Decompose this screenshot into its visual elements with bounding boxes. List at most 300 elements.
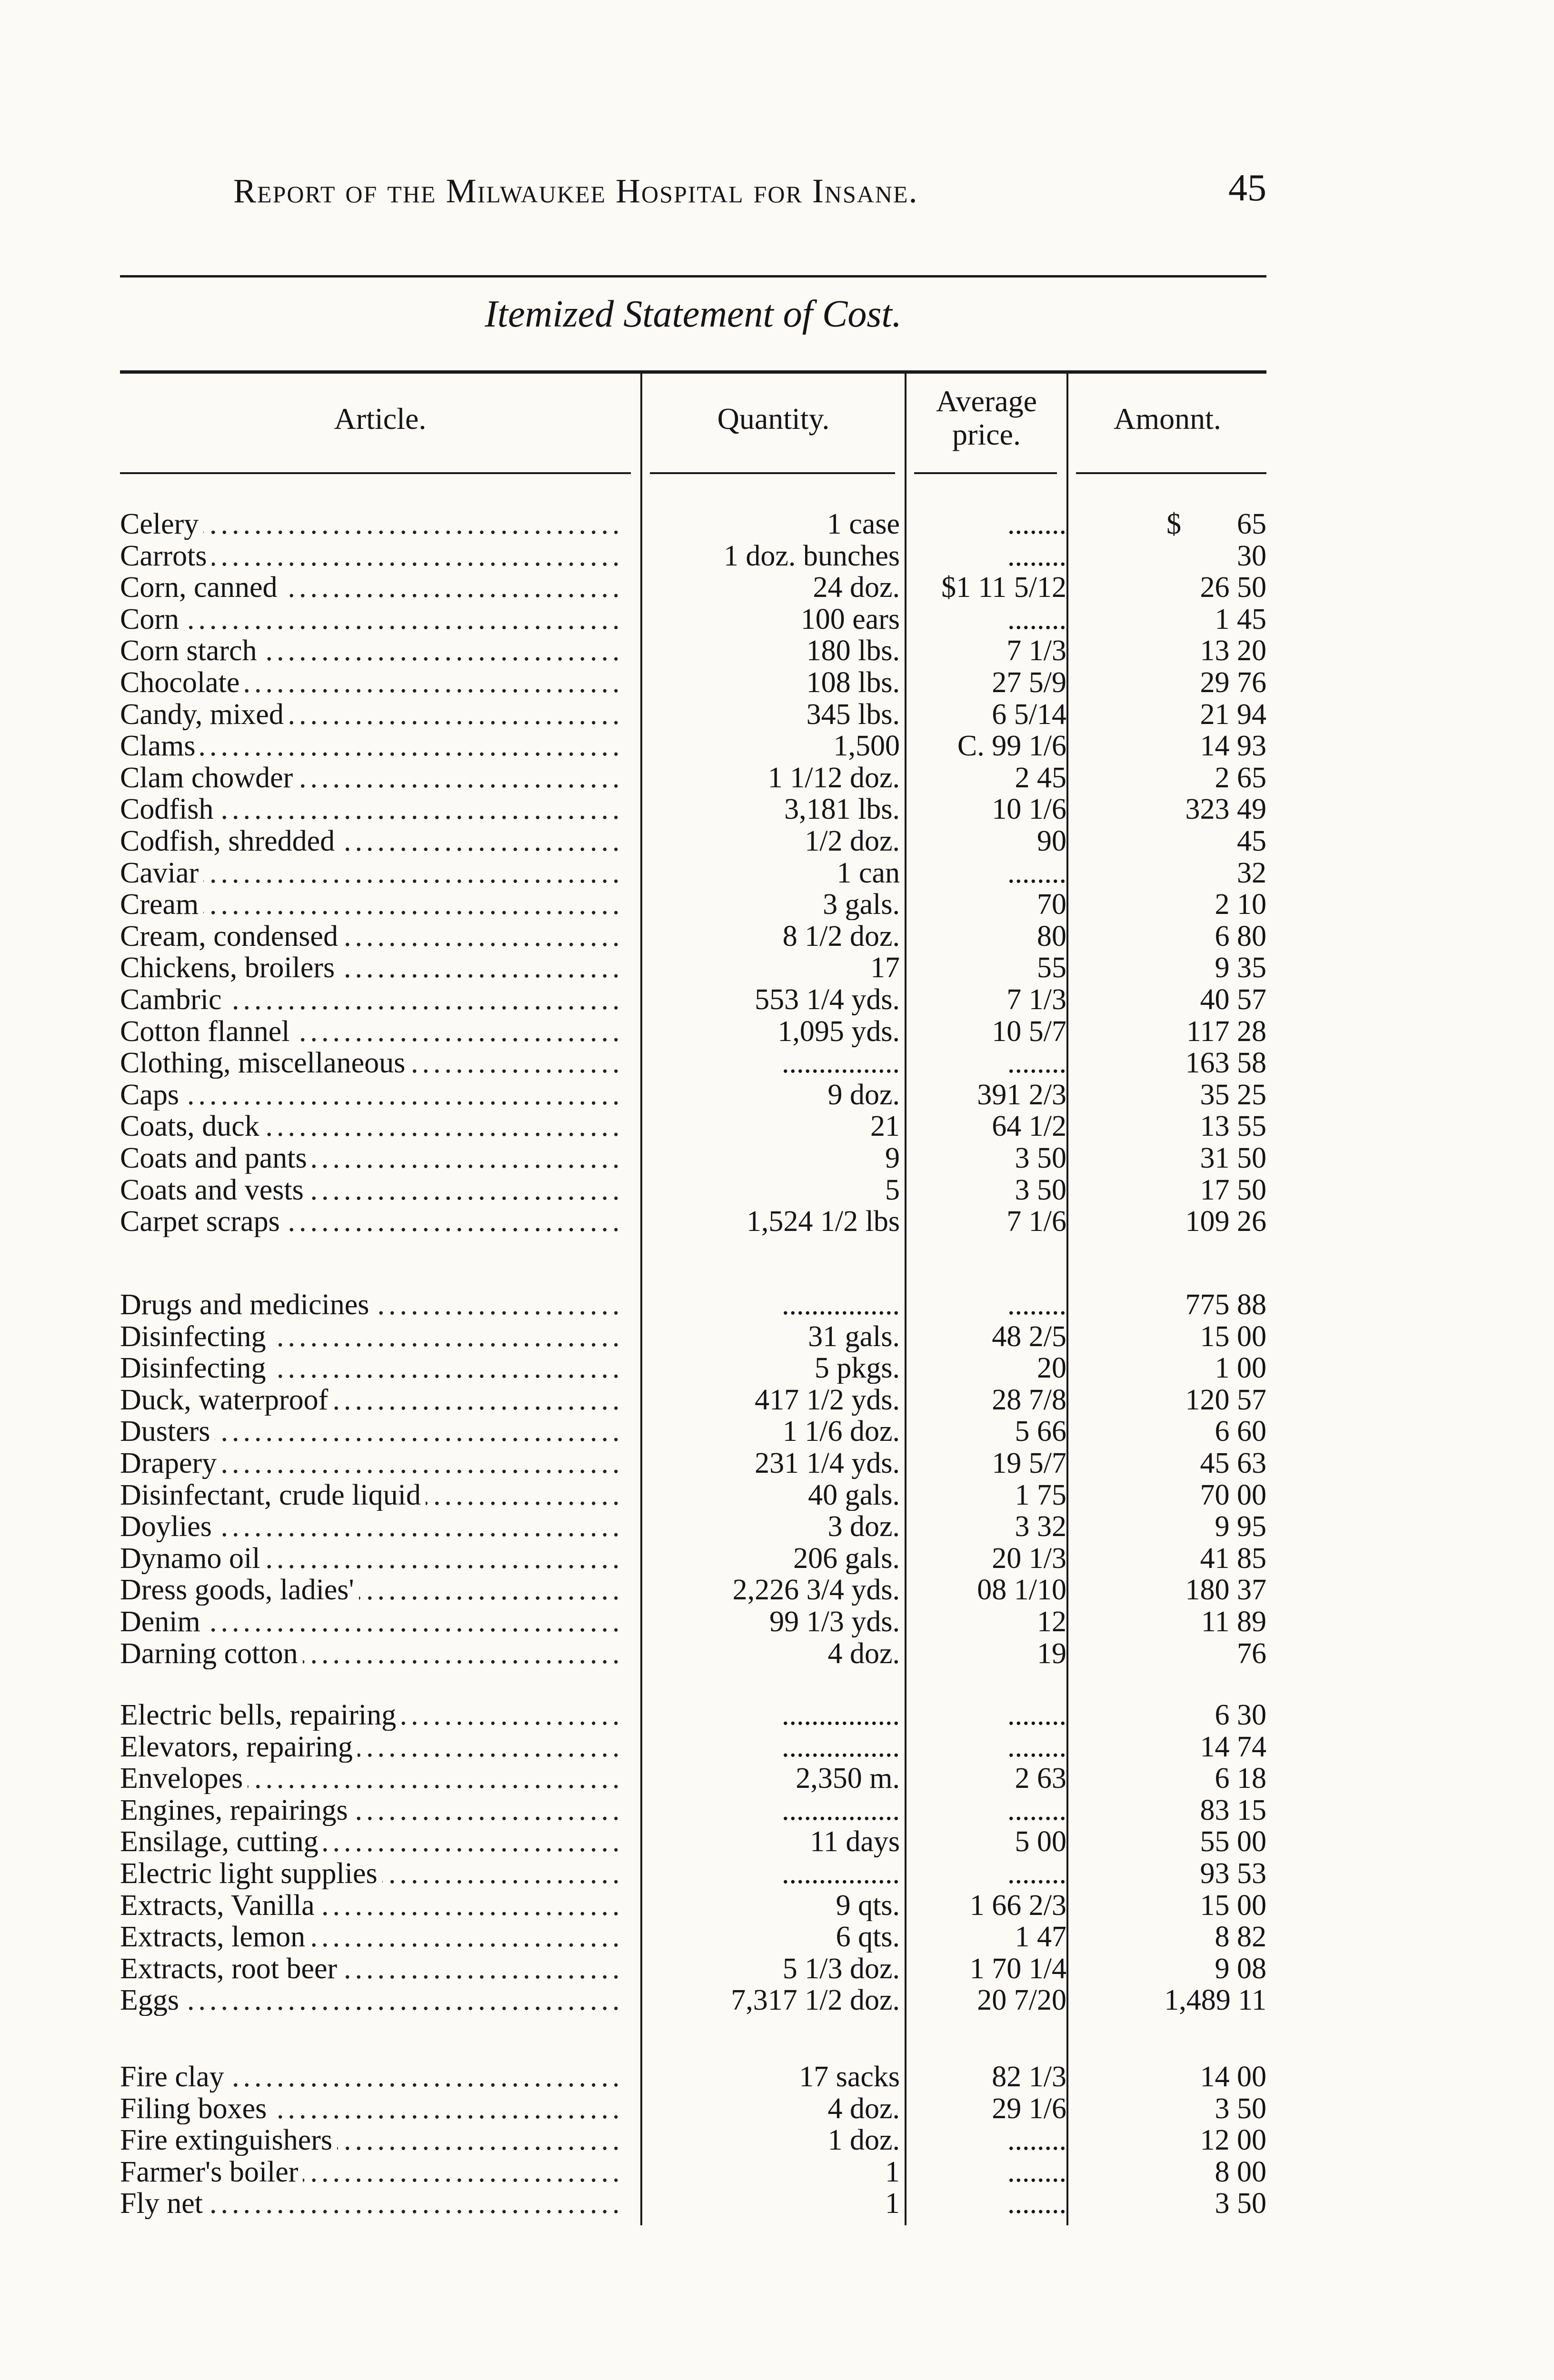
table-row — [0, 635, 1554, 666]
article-label: Celery — [120, 508, 203, 540]
amount-cell — [1078, 1511, 1266, 1542]
article-cell — [120, 1543, 625, 1574]
amount-cell — [1078, 1543, 1266, 1574]
quantity-cell: 1 doz. bunches — [723, 540, 900, 572]
average-price-cell: 5 00 — [1015, 1826, 1066, 1858]
amount-value: 6 80 — [1215, 920, 1266, 952]
average-price-cell: 3 32 — [1015, 1511, 1066, 1543]
average-price-cell: 5 66 — [1015, 1416, 1066, 1448]
amount-cell — [1078, 793, 1266, 825]
average-price-cell: 7 1/3 — [1006, 984, 1066, 1015]
amount-cell — [1078, 1763, 1266, 1794]
table-row — [0, 730, 1554, 762]
quantity-cell: 3 doz. — [827, 1511, 900, 1543]
amount-value: 6 30 — [1215, 1699, 1266, 1731]
article-cell — [120, 1890, 625, 1921]
quantity-cell: 1 — [885, 2156, 900, 2188]
amount-cell — [1078, 1321, 1266, 1352]
amount-cell — [1078, 1047, 1266, 1079]
amount-cell — [1078, 604, 1266, 635]
article-label: Coats, duck — [120, 1111, 264, 1142]
quantity-cell: 1 — [885, 2188, 900, 2220]
column-header-article: Article. — [334, 402, 427, 436]
average-price-cell: 7 1/3 — [1006, 635, 1066, 667]
average-price-cell: 7 1/6 — [1006, 1206, 1066, 1238]
table-row — [0, 857, 1554, 889]
table-row — [0, 952, 1554, 983]
article-cell — [120, 1016, 625, 1047]
table-row — [0, 2124, 1554, 2156]
quantity-cell: 100 ears — [800, 603, 900, 635]
quantity-cell: ................ — [782, 1731, 900, 1763]
article-cell — [120, 1111, 625, 1142]
article-label: Darning cotton — [120, 1638, 303, 1669]
amount-cell — [1078, 921, 1266, 952]
table-row — [0, 604, 1554, 635]
article-label: Cotton flannel — [120, 1016, 294, 1047]
amount-value: 32 — [1237, 857, 1266, 889]
amount-cell — [1078, 1016, 1266, 1047]
table-row — [0, 1448, 1554, 1479]
quantity-cell: 11 days — [810, 1826, 900, 1858]
article-label: Codfish — [120, 793, 218, 825]
amount-cell — [1078, 1574, 1266, 1606]
amount-cell — [1078, 2061, 1266, 2092]
table-row — [0, 1321, 1554, 1352]
article-cell — [120, 1699, 625, 1731]
article-label: Disinfecting — [120, 1352, 271, 1384]
article-label: Cream — [120, 889, 203, 920]
article-cell — [120, 1079, 625, 1111]
average-price-cell: ........ — [1007, 2124, 1066, 2156]
average-price-cell: 19 — [1037, 1637, 1066, 1669]
article-label: Carpet scraps — [120, 1206, 285, 1237]
article-cell — [120, 921, 625, 952]
article-cell — [120, 540, 625, 572]
article-cell — [120, 889, 625, 920]
quantity-cell: 1 doz. — [827, 2124, 900, 2156]
table-row — [0, 1142, 1554, 1174]
quantity-cell: 17 sacks — [799, 2061, 900, 2092]
article-label: Disinfecting — [120, 1321, 271, 1352]
table-row — [0, 1638, 1554, 1669]
article-label: Corn starch — [120, 635, 262, 666]
article-cell — [120, 825, 625, 857]
amount-value: 17 50 — [1200, 1174, 1266, 1206]
table-row — [0, 1174, 1554, 1206]
amount-cell — [1078, 1984, 1266, 2016]
quantity-cell: 8 1/2 doz. — [782, 920, 900, 952]
amount-value: 13 55 — [1200, 1111, 1266, 1142]
table-row — [0, 1795, 1554, 1826]
article-label: Fire extinguishers — [120, 2124, 337, 2156]
amount-cell — [1078, 1079, 1266, 1111]
article-label: Coats and vests — [120, 1174, 309, 1206]
article-cell — [120, 762, 625, 793]
article-label: Eggs — [120, 1984, 184, 2016]
average-price-cell: ........ — [1007, 1858, 1066, 1889]
article-cell — [120, 1448, 625, 1479]
article-cell — [120, 572, 625, 603]
amount-value: 1 45 — [1215, 603, 1266, 635]
amount-cell — [1078, 572, 1266, 603]
amount-value: 9 08 — [1215, 1953, 1266, 1984]
article-label: Drapery — [120, 1448, 221, 1479]
article-label: Dynamo oil — [120, 1543, 265, 1574]
article-cell — [120, 1574, 625, 1606]
table-row — [0, 1479, 1554, 1511]
average-price-cell: 3 50 — [1015, 1174, 1066, 1206]
table-caption: Itemized Statement of Cost. — [485, 293, 902, 335]
amount-cell — [1078, 857, 1266, 889]
amount-cell — [1078, 1953, 1266, 1984]
table-row — [0, 1984, 1554, 2016]
average-price-cell: ........ — [1007, 603, 1066, 635]
amount-cell — [1078, 667, 1266, 698]
article-label: Caps — [120, 1079, 184, 1111]
article-label: Elevators, repairing — [120, 1731, 358, 1763]
amount-value: 3 50 — [1215, 2092, 1266, 2124]
average-price-cell: 6 5/14 — [992, 698, 1066, 730]
article-label: Corn — [120, 604, 184, 635]
table-row — [0, 1352, 1554, 1384]
average-price-cell: ........ — [1007, 1731, 1066, 1763]
quantity-cell: 1 1/6 doz. — [782, 1416, 900, 1448]
amount-value: 2 65 — [1215, 762, 1266, 793]
amount-cell — [1078, 1795, 1266, 1826]
currency-symbol: $ — [1166, 508, 1181, 540]
amount-value: 14 00 — [1200, 2061, 1266, 2092]
average-price-cell: 80 — [1037, 920, 1066, 952]
average-price-cell: $1 11 5/12 — [941, 572, 1066, 604]
amount-cell — [1078, 2188, 1266, 2219]
amount-value: 8 00 — [1215, 2156, 1266, 2188]
quantity-cell: 4 doz. — [827, 1637, 900, 1669]
article-label: Electric light supplies — [120, 1858, 382, 1889]
article-label: Duck, waterproof — [120, 1384, 333, 1416]
amount-value: 93 53 — [1200, 1858, 1266, 1889]
article-cell — [120, 1763, 625, 1794]
article-cell — [120, 730, 625, 762]
amount-cell — [1078, 1289, 1266, 1320]
table-row — [0, 1574, 1554, 1606]
quantity-cell: 3 gals. — [823, 889, 900, 921]
amount-cell — [1078, 984, 1266, 1015]
quantity-cell: 9 qts. — [836, 1889, 900, 1921]
article-cell — [120, 1638, 625, 1669]
amount-value: 775 88 — [1185, 1289, 1266, 1320]
quantity-cell: 1 can — [837, 857, 900, 889]
article-label: Clam chowder — [120, 762, 298, 793]
average-price-cell: 1 47 — [1015, 1921, 1066, 1953]
average-price-cell: 90 — [1037, 825, 1066, 857]
article-cell — [120, 1795, 625, 1826]
article-label: Farmer's boiler — [120, 2156, 303, 2188]
quantity-cell: 345 lbs. — [806, 698, 900, 730]
amount-cell — [1078, 1448, 1266, 1479]
article-label: Caviar — [120, 857, 203, 889]
amount-cell — [1078, 1416, 1266, 1447]
amount-cell — [1078, 1890, 1266, 1921]
amount-cell — [1078, 762, 1266, 793]
quantity-cell: 1/2 doz. — [805, 825, 900, 857]
quantity-cell: 3,181 lbs. — [784, 793, 900, 825]
article-cell — [120, 2093, 625, 2124]
article-cell — [120, 1921, 625, 1953]
page-number: 45 — [1228, 167, 1266, 209]
amount-cell — [1078, 2156, 1266, 2188]
article-cell — [120, 1174, 625, 1206]
amount-value: 29 76 — [1200, 667, 1266, 698]
quantity-cell: ................ — [782, 1289, 900, 1320]
article-cell — [120, 604, 625, 635]
table-row — [0, 1047, 1554, 1079]
table-row — [0, 889, 1554, 920]
average-price-cell: ........ — [1007, 508, 1066, 540]
article-label: Fire clay — [120, 2061, 229, 2092]
average-price-cell: 2 63 — [1015, 1763, 1066, 1795]
quantity-cell: ................ — [782, 1699, 900, 1731]
table-row — [0, 1416, 1554, 1447]
quantity-cell: 231 1/4 yds. — [755, 1448, 900, 1479]
average-price-cell: 29 1/6 — [992, 2092, 1066, 2124]
quantity-cell: ................ — [782, 1047, 900, 1079]
article-label: Corn, canned — [120, 572, 282, 603]
table-row — [0, 1289, 1554, 1320]
amount-cell — [1078, 1858, 1266, 1889]
column-header-amount: Amonnt. — [1114, 402, 1221, 436]
average-price-cell: 20 — [1037, 1352, 1066, 1384]
amount-cell — [1078, 1479, 1266, 1511]
amount-cell — [1078, 1352, 1266, 1384]
table-row — [0, 1606, 1554, 1637]
quantity-cell: ................ — [782, 1794, 900, 1826]
amount-value: 117 28 — [1186, 1015, 1266, 1047]
article-label: Codfish, shredded — [120, 825, 339, 857]
column-header-quantity: Quantity. — [717, 402, 830, 436]
amount-value: 45 63 — [1200, 1448, 1266, 1479]
table-row — [0, 2188, 1554, 2219]
article-label: Cream, condensed — [120, 921, 343, 952]
average-price-cell: 20 7/20 — [977, 1984, 1066, 2016]
article-cell — [120, 1384, 625, 1416]
table-row — [0, 1511, 1554, 1542]
article-label: Engines, repairings — [120, 1795, 353, 1826]
table-row — [0, 667, 1554, 698]
amount-value: 65 — [1237, 508, 1266, 540]
amount-value: 6 18 — [1215, 1763, 1266, 1795]
average-price-cell: 64 1/2 — [992, 1111, 1066, 1142]
amount-value: 3 50 — [1215, 2188, 1266, 2220]
running-title: Report of the Milwaukee Hospital for Insane. — [233, 172, 918, 210]
quantity-cell: 5 pkgs. — [814, 1352, 900, 1384]
amount-value: 6 60 — [1215, 1416, 1266, 1448]
amount-value: 1 00 — [1215, 1352, 1266, 1384]
article-cell — [120, 1479, 625, 1511]
quantity-cell: 40 gals. — [808, 1479, 900, 1511]
article-cell — [120, 2124, 625, 2156]
amount-value: 14 74 — [1200, 1731, 1266, 1763]
table-row — [0, 1953, 1554, 1984]
table-row — [0, 1384, 1554, 1416]
average-price-cell: 12 — [1037, 1606, 1066, 1637]
article-cell — [120, 1416, 625, 1447]
amount-cell — [1078, 1826, 1266, 1857]
amount-cell — [1078, 540, 1266, 572]
table-row — [0, 762, 1554, 793]
quantity-cell: 206 gals. — [793, 1542, 900, 1574]
table-row — [0, 1890, 1554, 1921]
average-price-cell: 55 — [1037, 952, 1066, 984]
amount-value: 2 10 — [1215, 889, 1266, 921]
quantity-cell: 1 case — [827, 508, 900, 540]
average-price-cell: ........ — [1007, 1289, 1066, 1320]
column-header-average-price: Average price. — [936, 384, 1037, 451]
table-row — [0, 921, 1554, 952]
article-label: Candy, mixed — [120, 699, 289, 730]
amount-value: 1,489 11 — [1164, 1984, 1266, 2016]
quantity-cell: 4 doz. — [827, 2092, 900, 2124]
article-label: Carrots — [120, 540, 212, 572]
article-cell — [120, 635, 625, 666]
article-cell — [120, 1606, 625, 1637]
amount-value: 40 57 — [1200, 984, 1266, 1015]
amount-cell — [1078, 730, 1266, 762]
article-label: Doylies — [120, 1511, 217, 1542]
article-label: Dress goods, ladies' — [120, 1574, 359, 1606]
table-row — [0, 1206, 1554, 1237]
article-label: Cambric — [120, 984, 227, 1015]
average-price-cell: C. 99 1/6 — [957, 730, 1066, 762]
amount-cell — [1078, 825, 1266, 857]
average-price-cell: 1 70 1/4 — [969, 1953, 1066, 1984]
amount-value: 83 15 — [1200, 1794, 1266, 1826]
article-label: Fly net — [120, 2188, 208, 2219]
article-label: Drugs and medicines — [120, 1289, 374, 1320]
article-cell — [120, 1321, 625, 1352]
amount-cell — [1078, 1142, 1266, 1174]
table-row — [0, 2061, 1554, 2092]
average-price-cell: 1 75 — [1015, 1479, 1066, 1511]
average-price-cell: 19 5/7 — [992, 1448, 1066, 1479]
table-row — [0, 1826, 1554, 1857]
article-cell — [120, 1206, 625, 1237]
quantity-cell: 9 — [885, 1142, 900, 1174]
average-price-cell: 10 5/7 — [992, 1015, 1066, 1047]
average-price-cell: ........ — [1007, 1794, 1066, 1826]
amount-cell — [1078, 1731, 1266, 1763]
article-cell — [120, 952, 625, 983]
amount-value: 45 — [1237, 825, 1266, 857]
quantity-cell: 6 qts. — [836, 1921, 900, 1953]
quantity-cell: 21 — [870, 1111, 900, 1142]
average-price-cell: 28 7/8 — [992, 1384, 1066, 1416]
article-cell — [120, 1511, 625, 1542]
table-row — [0, 699, 1554, 730]
quantity-cell: 7,317 1/2 doz. — [731, 1984, 900, 2016]
table-top-rule — [120, 370, 1266, 374]
amount-cell — [1078, 1699, 1266, 1731]
amount-value: 55 00 — [1200, 1826, 1266, 1858]
amount-value: 14 93 — [1200, 730, 1266, 762]
table-row — [0, 1699, 1554, 1731]
quantity-cell: 1,500 — [833, 730, 900, 762]
table-row — [0, 572, 1554, 603]
quantity-cell: ................ — [782, 1858, 900, 1889]
quantity-cell: 1 1/12 doz. — [767, 762, 900, 793]
article-label: Dusters — [120, 1416, 215, 1447]
article-cell — [120, 1289, 625, 1320]
article-cell — [120, 508, 625, 540]
article-label: Ensilage, cutting — [120, 1826, 323, 1857]
amount-value: 31 50 — [1200, 1142, 1266, 1174]
table-row — [0, 825, 1554, 857]
average-price-cell: 3 50 — [1015, 1142, 1066, 1174]
top-rule — [120, 275, 1266, 278]
average-price-cell: ........ — [1007, 857, 1066, 889]
average-price-cell: 48 2/5 — [992, 1320, 1066, 1352]
amount-value: 8 82 — [1215, 1921, 1266, 1953]
article-cell — [120, 2188, 625, 2219]
article-label: Electric bells, repairing — [120, 1699, 401, 1731]
article-label: Envelopes — [120, 1763, 248, 1794]
amount-value: 13 20 — [1200, 635, 1266, 667]
article-cell — [120, 1731, 625, 1763]
amount-value: 21 94 — [1200, 698, 1266, 730]
table-row — [0, 984, 1554, 1015]
amount-cell — [1078, 699, 1266, 730]
quantity-cell: 553 1/4 yds. — [755, 984, 900, 1015]
amount-cell — [1078, 1206, 1266, 1237]
amount-cell — [1078, 889, 1266, 920]
quantity-cell: 17 — [870, 952, 900, 984]
average-price-cell: 2 45 — [1015, 762, 1066, 793]
article-label: Clams — [120, 730, 200, 762]
amount-cell — [1078, 1384, 1266, 1416]
table-row — [0, 1731, 1554, 1763]
table-row — [0, 1921, 1554, 1953]
article-label: Extracts, lemon — [120, 1921, 310, 1953]
amount-cell — [1078, 1638, 1266, 1669]
table-row — [0, 1763, 1554, 1794]
article-label: Denim — [120, 1606, 205, 1637]
average-price-cell: ........ — [1007, 540, 1066, 572]
amount-value: 109 26 — [1185, 1206, 1266, 1238]
amount-value: 26 50 — [1200, 572, 1266, 604]
amount-value: 70 00 — [1200, 1479, 1266, 1511]
amount-cell — [1078, 1174, 1266, 1206]
article-label: Filing boxes — [120, 2093, 271, 2124]
table-row — [0, 2156, 1554, 2188]
header-rule-amount — [1076, 472, 1266, 474]
amount-value: 30 — [1237, 540, 1266, 572]
average-price-cell: ........ — [1007, 1047, 1066, 1079]
quantity-cell: 1,524 1/2 lbs — [746, 1206, 900, 1238]
amount-value: 9 35 — [1215, 952, 1266, 984]
article-label: Disinfectant, crude liquid — [120, 1479, 426, 1511]
average-price-cell: 20 1/3 — [992, 1542, 1066, 1574]
amount-value: 41 85 — [1200, 1542, 1266, 1574]
quantity-cell: 5 — [885, 1174, 900, 1206]
average-price-cell: 1 66 2/3 — [969, 1889, 1066, 1921]
header-rule-average — [914, 472, 1057, 474]
article-label: Coats and pants — [120, 1142, 312, 1174]
article-label: Clothing, miscellaneous — [120, 1047, 410, 1079]
quantity-cell: 99 1/3 yds. — [769, 1606, 900, 1637]
quantity-cell: 2,226 3/4 yds. — [732, 1574, 900, 1606]
quantity-cell: 180 lbs. — [806, 635, 900, 667]
average-price-cell: 27 5/9 — [992, 667, 1066, 698]
